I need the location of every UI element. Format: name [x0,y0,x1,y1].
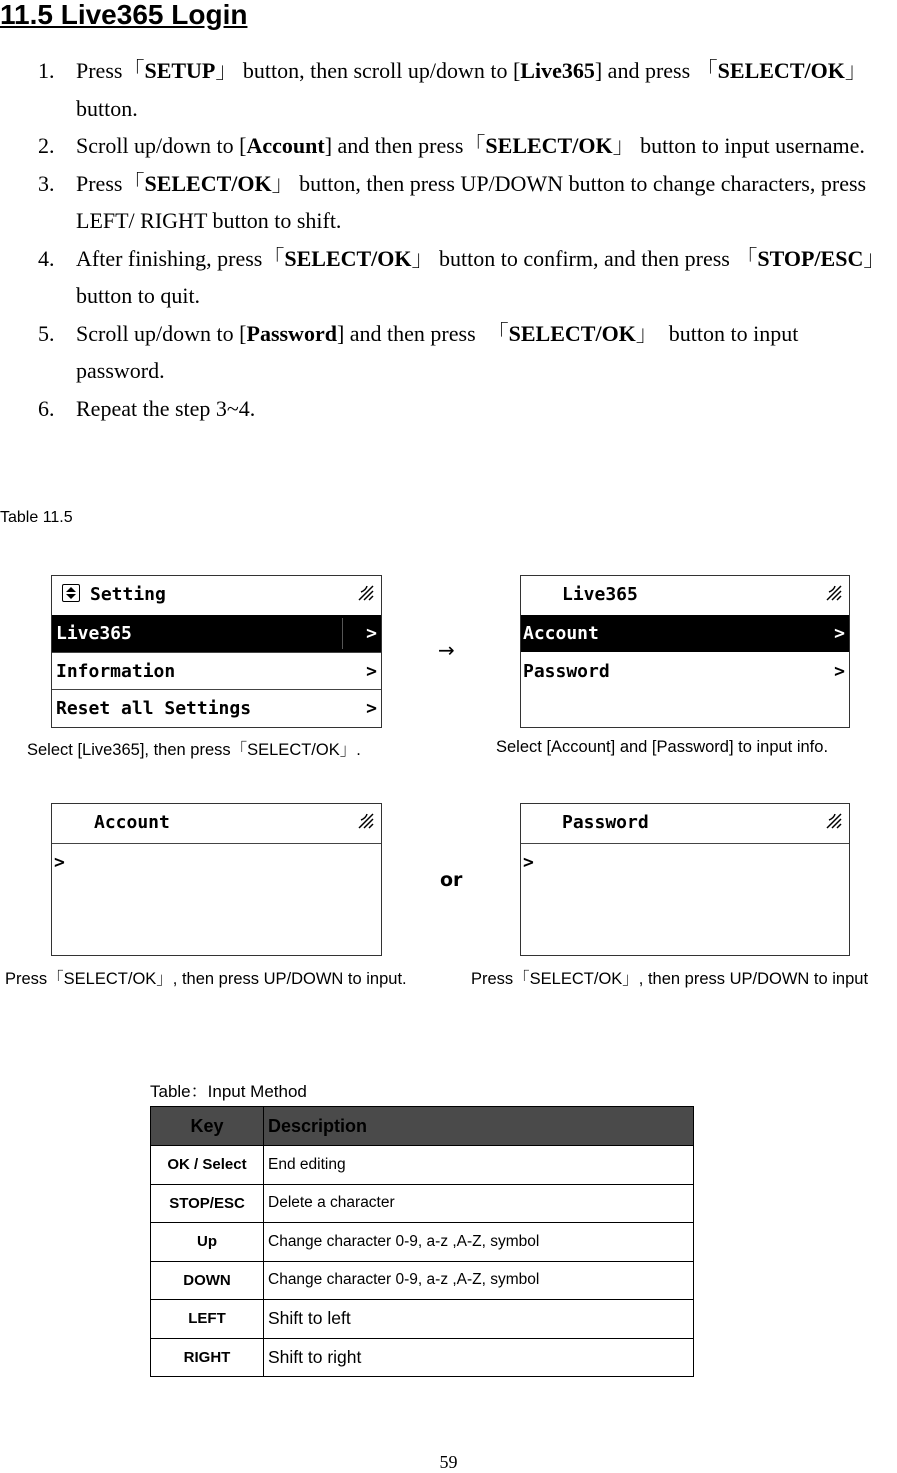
section-heading: 11.5 Live365 Login [0,0,248,30]
step-item: 3. Press「SELECT/OK」 button, then press UP/DOWN button to change characters, press LEFT/ RIGHT button to shift. [38,165,888,240]
signal-icon [825,584,843,602]
bold-term: STOP/ESC [757,245,864,271]
column-header: Description [264,1107,694,1146]
table-row: STOP/ESC Delete a character [151,1184,694,1223]
step-text: Scroll up/down to [Password] and then press 「SELECT/OK」 button to input password. [76,320,799,383]
caption-account: Press「SELECT/OK」, then press UP/DOWN to input. [5,970,407,988]
bold-term: SELECT/OK [717,58,845,83]
lcd-setting-screen [51,575,382,728]
lcd-title: Setting [90,584,166,605]
table-header-row [151,1107,694,1146]
steps-list [38,52,888,427]
password-input-field[interactable] [521,844,849,881]
menu-item-reset-all-settings[interactable]: Reset all Settings > [52,690,381,727]
caption-password: Press「SELECT/OK」, then press UP/DOWN to input [471,970,869,988]
input-prompt: > [523,852,534,873]
table-row: LEFT Shift to left [151,1300,694,1339]
or-label: or [440,869,463,891]
lcd-title-bar [52,576,381,614]
step-text: Scroll up/down to [Account] and then press「SELECT/OK」 button to input username. [76,133,865,158]
step-item: 1. Press「SETUP」 button, then scroll up/down to [Live365] and press 「SELECT/OK」 button. [38,52,888,127]
signal-icon [357,812,375,830]
lcd-password-screen [520,803,850,956]
column-header: Key [151,1107,264,1146]
input-method-label: Table：Input Method [150,1082,307,1101]
step-item: 6. Repeat the step 3~4. [38,390,888,428]
table-row: RIGHT Shift to right [151,1338,694,1377]
lcd-title: Live365 [562,584,638,605]
lcd-title: Account [94,812,170,833]
arrow-right-icon: → [438,638,455,662]
bold-term: SELECT/OK [144,170,272,196]
input-prompt: > [54,852,65,873]
table-row: OK / Select End editing [151,1146,694,1185]
menu-item-information[interactable]: Information > [52,653,381,690]
page-number: 59 [439,1452,458,1472]
menu-item-password[interactable]: Password > [521,653,849,690]
bold-term: Live365 [520,58,595,83]
account-input-field[interactable] [52,844,381,881]
input-method-table [150,1106,694,1377]
table-label: Table 11.5 [0,509,73,526]
step-text: Repeat the step 3~4. [76,395,256,421]
chevron-right-icon: > [366,661,377,682]
bold-term: SELECT/OK [284,245,412,271]
lcd-account-screen [51,803,382,956]
divider [342,618,343,649]
bold-term: Password [246,320,337,346]
chevron-right-icon: > [366,698,377,719]
chevron-right-icon: > [366,623,377,644]
table-row: DOWN Change character 0-9, a-z ,A-Z, symbol [151,1261,694,1300]
chevron-right-icon: > [834,623,845,644]
step-text: Press「SELECT/OK」 button, then press UP/DOWN button to change characters, press LEFT/ RIGHT button to shift. [76,170,867,233]
menu-icon [62,584,80,602]
step-text: After finishing, press「SELECT/OK」 button to confirm, and then press 「STOP/ESC」 button to quit. [76,245,886,308]
caption-setting: Select [Live365], then press「SELECT/OK」. [27,741,361,759]
chevron-right-icon: > [834,661,845,682]
bold-term: SELECT/OK [508,320,636,346]
signal-icon [825,812,843,830]
step-item: 4. After finishing, press「SELECT/OK」 button to confirm, and then press 「STOP/ESC」 button to quit. [38,240,888,315]
caption-live365: Select [Account] and [Password] to input info. [496,738,829,756]
bold-term: SELECT/OK [485,133,613,158]
lcd-title-bar [521,576,849,614]
step-item: 5. Scroll up/down to [Password] and then press 「SELECT/OK」 button to input password. [38,315,888,390]
lcd-title: Password [562,812,649,833]
lcd-title-bar [521,804,849,842]
menu-item-account[interactable]: Account > [521,615,849,652]
step-item: 2. Scroll up/down to [Account] and then press「SELECT/OK」 button to input username. [38,127,888,165]
bold-term: SETUP [144,58,216,83]
lcd-live365-screen [520,575,850,728]
step-text: Press「SETUP」 button, then scroll up/down to [Live365] and press 「SELECT/OK」 button. [76,58,867,121]
table-row: Up Change character 0-9, a-z ,A-Z, symbol [151,1223,694,1262]
menu-item-live365[interactable]: Live365 > [52,615,381,652]
signal-icon [357,584,375,602]
lcd-title-bar [52,804,381,842]
bold-term: Account [246,133,325,158]
